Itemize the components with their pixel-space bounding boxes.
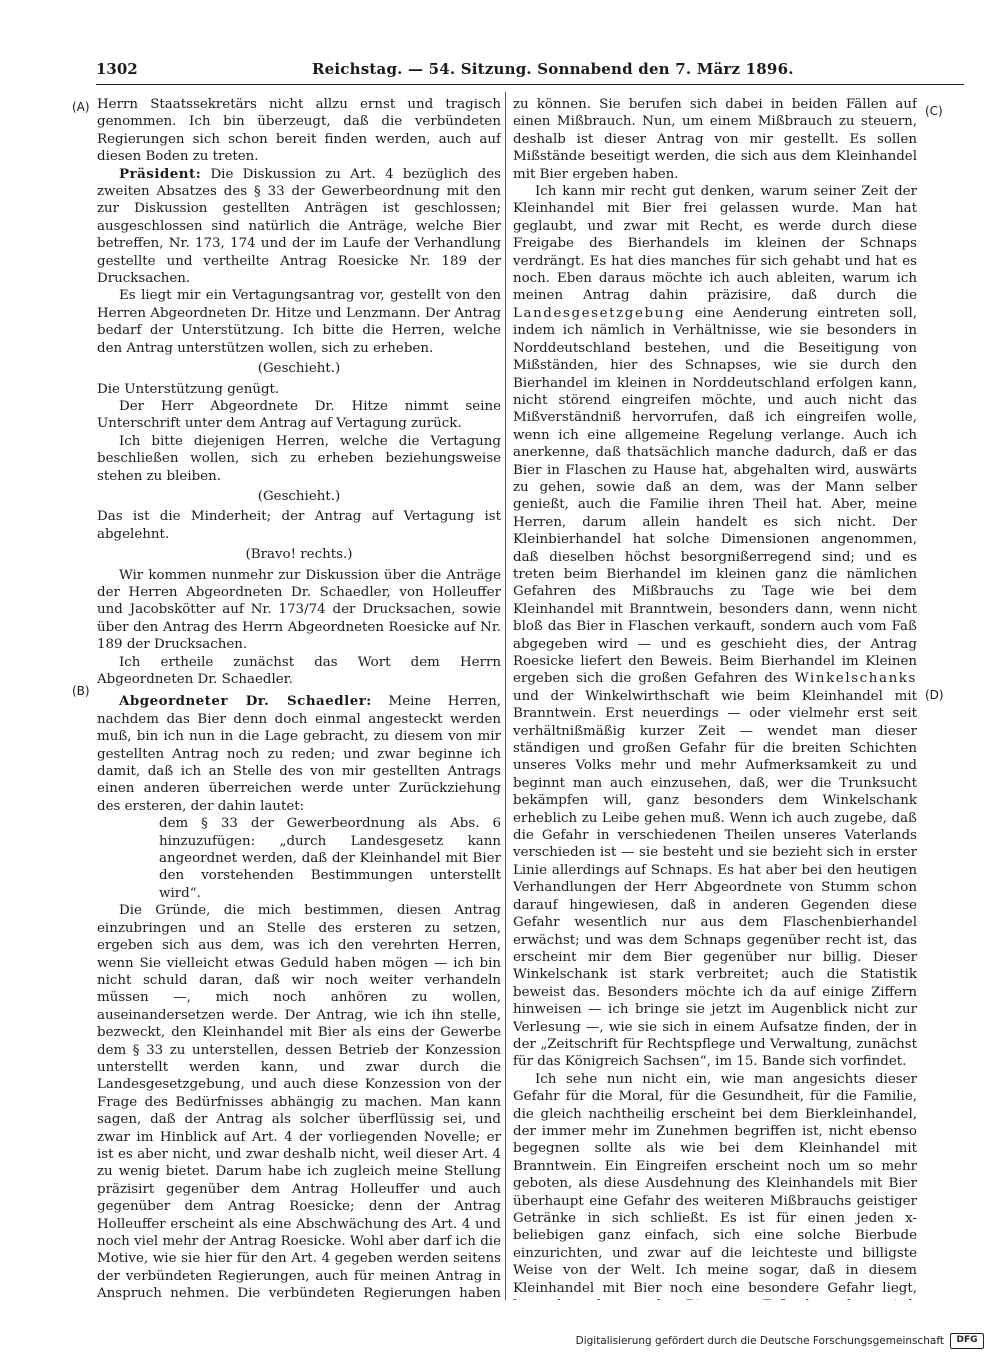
stage-direction: (Geschieht.) <box>257 361 341 377</box>
paragraph: Herrn Staatssekretärs nicht allzu ernst und tragisch genommen. Ich bin überzeugt, daß die verbündeten Regierungen sich schon bereit finden werden, auch auf diesen Boden zu treten. <box>97 97 501 165</box>
right-column <box>513 96 917 1300</box>
page-header <box>96 60 964 82</box>
left-column <box>97 96 501 1300</box>
paragraph: Ich ertheile zunächst das Wort dem Herrn Abgeordneten Dr. Schaedler. <box>97 654 501 687</box>
paragraph-text: Die Diskussion zu Art. 4 bezüglich des zweiten Absatzes des § 33 der Gewerbeordnung mit den zur Diskussion gestellten Anträgen ist geschlossen; ausgeschlossen sind natürlich die Anträge, welche Bier betreffen, Nr. 173, 174 und der im Laufe der Verhandlung gestellte und vertheilte Antrag Roesicke Nr. 189 der Drucksachen. <box>97 166 501 287</box>
margin-marker-b: (B) <box>72 684 90 698</box>
emphasized-term: Landesgesetzgebung <box>513 305 686 321</box>
paragraph <box>97 693 501 815</box>
paragraph: Die Gründe, die mich bestimmen, diesen Antrag einzubringen und an Stelle des ersteren zu setzen, ergeben sich aus dem, was ich den verehrten Herren, wenn Sie vielleicht etwas Geduld haben mögen — ich bin nicht schuld daran, daß wir noch weiter verhandeln müssen —, mich noch anhören zu wollen, auseinandersetzen werde. Der Antrag, wie ich ihn stelle, bezweckt, den Kleinhandel mit Bier als eins der Gewerbe dem § 33 zu unterstellen, dessen Betrieb der Konzession unterstellt werden kann, und zwar durch die Landesgesetzgebung, und auch diese Konzession von der Frage des Bedürfnisses abhängig zu machen. Man kann sagen, daß der Antrag als solcher überflüssig sei, und zwar im Hinblick auf Art. 4 der vorliegenden Novelle; er ist es aber nicht, und zwar deshalb nicht, weil dieser Art. 4 zu wenig bietet. Darum habe ich zugleich meine Stellung präzisirt gegenüber dem Antrag Holleuffer und auch gegenüber dem Antrag Roesicke; denn der Antrag Holleuffer erscheint als eine Abschwächung des Art. 4 und noch viel mehr der Antrag Roesicke. Wohl aber darf ich die Motive, wie sie hier für den Art. 4 gegeben werden seitens der verbündeten Regierungen, auch für meinen Antrag in Anspruch nehmen. Die verbündeten Regierungen haben <box>97 903 501 1300</box>
paragraph: Der Herr Abgeordnete Dr. Hitze nimmt seine Unterschrift unter dem Antrag auf Vertagung zurück. <box>97 398 501 432</box>
paragraph: Die Unterstützung genügt. <box>97 381 280 397</box>
paragraph-text: und der Winkelwirthschaft wie beim Kleinhandel mit Branntwein. Erst neuerdings — oder vielmehr erst seit verhältnißmäßig kurzer Zeit — wendet man dieser ständigen und großen Gefahr für die breiten Schichten unseres Volks mehr und mehr Aufmerksamkeit zu und beginnt man auch einzusehen, daß, wer die Trunksucht bekämpfen will, ganz besonders dem Winkelschank erheblich zu Leibe gehen muß. Wenn ich auch zugebe, daß die Gefahr in verschiedenen Theilen unseres Vaterlands verschieden ist — sie besteht und sie bezieht sich in erster Linie allerdings auf Schnaps. Es hat aber bei den heutigen Verhandlungen der Herr Abgeordnete von Stumm schon darauf hingewiesen, daß in anderen Gegenden diese Gefahr wesentlich nur aus dem Flaschenbierhandel erwächst; und was dem Schnaps gegenüber recht ist, das erscheint mir dem Bier gegenüber nur billig. Dieser Winkelschank ist stark verbreitet; auch die Statistik beweist das. Besonders möchte ich da auf einige Ziffern hinweisen — ich bringe sie jetzt im Augenblick nicht zur Verlesung —, wie sie sich in einem Aufsatze finden, der in der „Zeitschrift für Rechtspflege und Verwaltung, zunächst für das Königreich Sachsen“, im 15. Bande sich vorfindet. <box>513 688 917 1070</box>
margin-marker-d: (D) <box>925 688 944 702</box>
header-rule <box>96 84 964 85</box>
paragraph <box>513 183 917 1071</box>
margin-marker-c: (C) <box>925 104 943 118</box>
speaker-name: Präsident: <box>119 165 202 182</box>
quoted-motion: dem § 33 der Gewerbeordnung als Abs. 6 hinzuzufügen: „durch Landesgesetz kann angeordnet werden, daß der Kleinhandel mit Bier den vorstehenden Bestimmungen unterstellt wird“. <box>159 816 501 901</box>
page-number: 1302 <box>96 60 138 78</box>
column-divider <box>505 92 506 1300</box>
paragraph-text: Ich kann mir recht gut denken, warum seiner Zeit der Kleinhandel mit Bier frei gelassen wurde. Man hat geglaubt, und zwar mit Recht, es werde durch diese Freigabe des Bierhandels im kleinen der Schnaps verdrängt. Es hat dies manches für sich gehabt und hat es noch. Eben daraus möchte ich auch ableiten, warum ich meinen Antrag dahin präzisire, daß durch die <box>513 184 917 304</box>
credit-text: Digitalisierung gefördert durch die Deutsche Forschungsgemeinschaft <box>575 1335 944 1347</box>
paragraph: Es liegt mir ein Vertagungsantrag vor, gestellt von den Herren Abgeordneten Dr. Hitze und Lenzmann. Der Antrag bedarf der Unterstützung. Ich bitte die Herren, welche den Antrag unterstützen wollen, sich zu erheben. <box>97 288 501 356</box>
paragraph: Wir kommen nunmehr zur Diskussion über die Anträge der Herren Abgeordneten Dr. Schaedler, von Holleuffer und Jacobskötter auf Nr. 173/74 der Drucksachen, sowie über den Antrag des Herrn Abgeordneten Roesicke auf Nr. 189 der Drucksachen. <box>97 567 501 653</box>
dfg-logo: DFG <box>950 1333 984 1349</box>
digitization-credit <box>575 1333 984 1351</box>
stage-direction: (Geschieht.) <box>257 488 341 504</box>
paragraph: Ich sehe nun nicht ein, wie man angesichts dieser Gefahr für die Moral, für die Gesundheit, für die Familie, die gleich nachtheilig erscheint bei dem Bierkleinhandel, der immer mehr im Zunehmen begriffen ist, nicht ebenso begegnen sollte als wie bei dem Kleinhandel mit Branntwein. Ein Eingreifen erscheint noch um so mehr geboten, als diese Ausdehnung des Kleinhandels mit Bier überhaupt eine Gefahr des weiteren Mißbrauchs geistiger Getränke in sich schließt. Es ist für einen jeden x-beliebigen ganz einfach, sich eine solche Bierbude einzurichten, und zwar auf die leichteste und billigste Weise von der Welt. Ich meine sogar, daß in diesem Kleinhandel mit Bier noch eine besondere Gefahr liegt, <box>513 1071 917 1296</box>
running-title: Reichstag. — 54. Sitzung. Sonnabend den 7. März 1896. <box>312 60 794 78</box>
paragraph-text: Meine Herren, nachdem das Bier denn doch einmal angesteckt werden muß, bin ich nun in die Lage gebracht, zu diesem von mir gestellten Antrag noch zu reden; und zwar beginne ich damit, daß ich an Stelle des von mir gestellten Antrags einen anderen überreichen werde unter Zurückziehung des ersteren, der dahin lautet: <box>97 694 501 814</box>
paragraph: Das ist die Minderheit; der Antrag auf Vertagung ist abgelehnt. <box>97 509 501 542</box>
paragraph: zu können. Sie berufen sich dabei in beiden Fällen auf einen Mißbrauch. Nun, um einem Mißbrauch zu steuern, deshalb ist dieser Antrag von mir gestellt. Es sollen Mißstände beseitigt werden, die sich aus dem Kleinhandel mit Bier ergeben haben. <box>513 97 917 182</box>
speaker-name: Abgeordneter Dr. Schaedler: <box>119 693 372 710</box>
stage-direction: (Bravo! rechts.) <box>245 547 353 563</box>
emphasized-term: Winkelschanks <box>794 671 917 687</box>
paragraph <box>97 166 501 288</box>
margin-marker-a: (A) <box>72 100 90 114</box>
paragraph-text: eine Aenderung eintreten soll, indem ich nämlich in Verhältnisse, wie sie besonders in Norddeutschland bestehen, und die Beseitigung von Mißständen, hier des Schnapses, wie sie durch den Bierhandel im kleinen in Norddeutschland erfolgen kann, nicht störend eingreifen möchte, und auch nicht das Mißverständniß hervorrufen, daß ich eingreifen wolle, wenn ich eine allgemeine Regelung verlange. Auch ich anerkenne, daß thatsächlich manche dadurch, daß er das Bier in Flaschen zu Hause hat, abgehalten wird, auswärts zu gehen, sowie daß an dem, was der Mann selber genießt, auch die Familie ihren Theil hat. Aber, meine Herren, darum allein handelt es sich nicht. Der Kleinbierhandel hat solche Dimensionen angenommen, daß dieselben höchst besorgnißerregend sind; und es treten beim Bierhandel im kleinen ganz die nämlichen Gefahren des Mißbrauchs zu Tage wie bei dem Kleinhandel mit Branntwein, besonders dann, wenn nicht bloß das Bier in Flaschen verkauft, sondern auch vom Faß abgegeben wird — und es geschieht dies, der Antrag Roesicke liefert den Beweis. Beim Bierhandel im Kleinen ergeben sich die großen Gefahren des <box>513 305 917 687</box>
paragraph: Ich bitte diejenigen Herren, welche die Vertagung beschließen wollen, sich zu erheben beziehungsweise stehen zu bleiben. <box>97 433 501 484</box>
